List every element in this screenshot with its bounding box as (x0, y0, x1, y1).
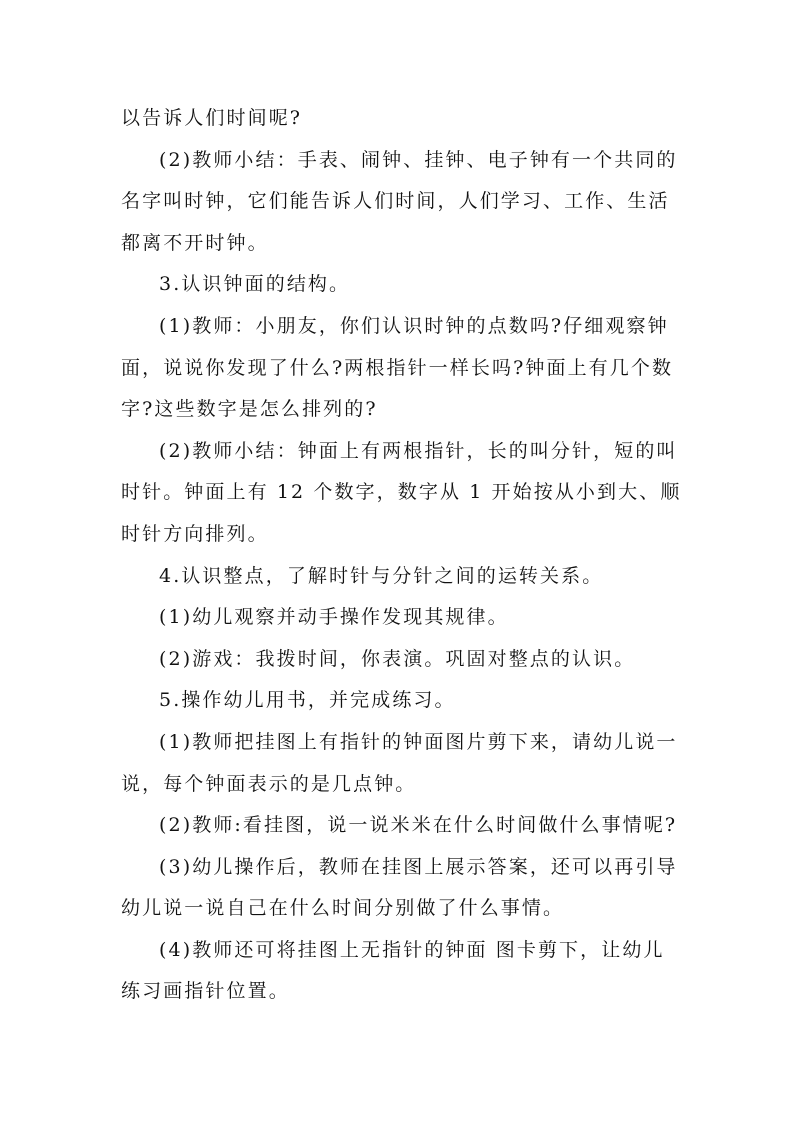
text-line-11: 时针方向排列。 (121, 522, 269, 545)
text-line-2: (2)教师小结：手表、闹钟、挂钟、电子钟有一个共同的 (159, 148, 678, 171)
text-line-19: (3)幼儿操作后，教师在挂图上展示答案，还可以再引导 (159, 855, 678, 878)
section-heading-5: 5.操作幼儿用书，并完成练习。 (159, 689, 456, 712)
text-line-16: (1)教师把挂图上有指针的钟面图片剪下来，请幼儿说一 (159, 730, 678, 753)
text-line-18: (2)教师:看挂图，说一说米米在什么时间做什么事情呢? (159, 814, 678, 837)
text-line-21: (4)教师还可将挂图上无指针的钟面 图卡剪下，让幼儿 (159, 938, 665, 961)
text-line-20: 幼儿说一说自己在什么时间分别做了什么事情。 (121, 897, 565, 920)
text-line-7: 面，说说你发现了什么?两根指针一样长吗?钟面上有几个数 (121, 356, 674, 379)
section-heading-3: 3.认识钟面的结构。 (159, 273, 351, 296)
text-line-1: 以告诉人们时间呢? (121, 107, 303, 129)
text-line-14: (2)游戏：我拨时间，你表演。巩固对整点的认识。 (159, 647, 636, 670)
text-line-4: 都离不开时钟。 (121, 231, 269, 254)
text-line-17: 说，每个钟面表示的是几点钟。 (121, 772, 417, 795)
text-line-8: 字?这些数字是怎么排列的? (121, 398, 378, 421)
text-line-3: 名字叫时钟，它们能告诉人们时间，人们学习、工作、生活 (121, 190, 670, 213)
section-heading-4: 4.认识整点，了解时针与分针之间的运转关系。 (159, 564, 604, 587)
text-line-13: (1)幼儿观察并动手操作发现其规律。 (159, 606, 509, 629)
text-line-22: 练习画指针位置。 (121, 980, 290, 1003)
text-line-9: (2)教师小结：钟面上有两根指针，长的叫分针，短的叫 (159, 439, 678, 462)
text-line-6: (1)教师：小朋友，你们认识时钟的点数吗?仔细观察钟 (159, 314, 669, 337)
body-text (121, 98, 682, 1013)
text-line-10: 时针。钟面上有 12 个数字，数字从 1 开始按从小到大、顺 (121, 481, 682, 504)
